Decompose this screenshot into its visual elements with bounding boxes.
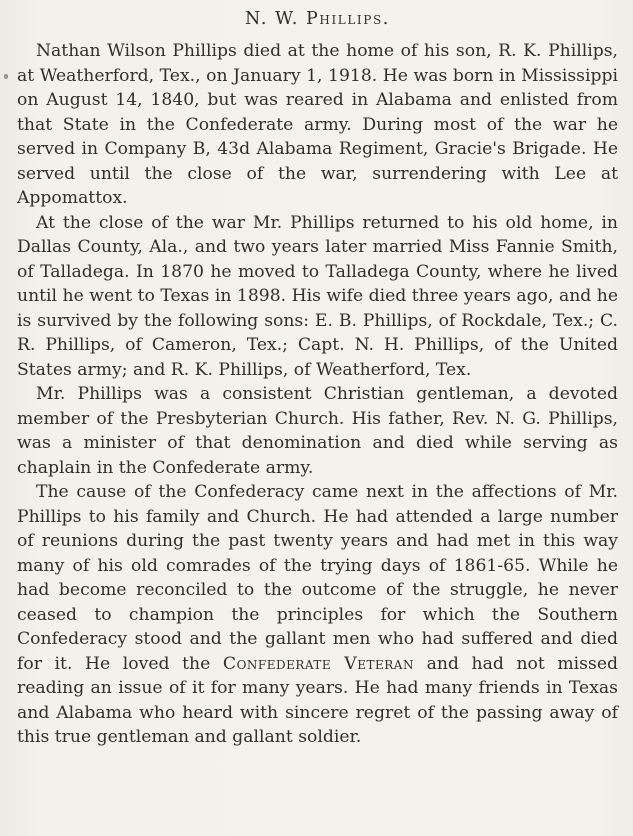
paragraph-3: Mr. Phillips was a consistent Christian gentleman, a devoted member of the Presbyterian Church. His father, Rev. N. G. Phillips, was a minister of that denomination and died while serving as chaplain in the Confederate army. <box>17 384 618 478</box>
paragraph-4-text-after: and had not missed reading an issue of it for many years. He had many friends in Texas and Alabama who heard with sincere regret of the passing away of this true gentleman and gallant soldier. <box>17 653 618 747</box>
paragraph-1: Nathan Wilson Phillips died at the home of his son, R. K. Phillips, at Weatherford, Tex., on January 1, 1918. He was born in Mississippi on August 14, 1840, but was reared in Alabama and enlisted from that State in the Confederate army. During most of the war he served in Company B, 43d Alabama Regiment, Gracie's Brigade. He served until the close of the war, surrendering with Lee at Appomattox. <box>17 41 618 208</box>
article-title: N. W. Phillips. <box>245 9 390 29</box>
paragraph-4-text-before: The cause of the Confederacy came next in the affections of Mr. Phillips to his family and Church. He had attended a large number of reunions during the past twenty years and had met in this way many of his old comrades of the trying days of 1861-65. While he had become reconciled to the outcome of the struggle, he never ceased to champion the principles for which the Southern Confederacy stood and the gallant men who had suffered and died for it. He loved the <box>17 482 618 674</box>
paragraph-4 <box>17 480 618 750</box>
paragraph-2: At the close of the war Mr. Phillips returned to his old home, in Dallas County, Ala., and two years later married Miss Fannie Smith, of Talladega. In 1870 he moved to Talladega County, where he lived until he went to Texas in 1898. His wife died three years ago, and he is survived by the following sons: E. B. Phillips, of Rockdale, Tex.; C. R. Phillips, of Cameron, Tex.; Capt. N. H. Phillips, of the United States army; and R. K. Phillips, of Weatherford, Tex. <box>17 212 618 380</box>
magazine-name: Confederate Veteran <box>222 653 414 674</box>
margin-speck <box>4 74 8 79</box>
